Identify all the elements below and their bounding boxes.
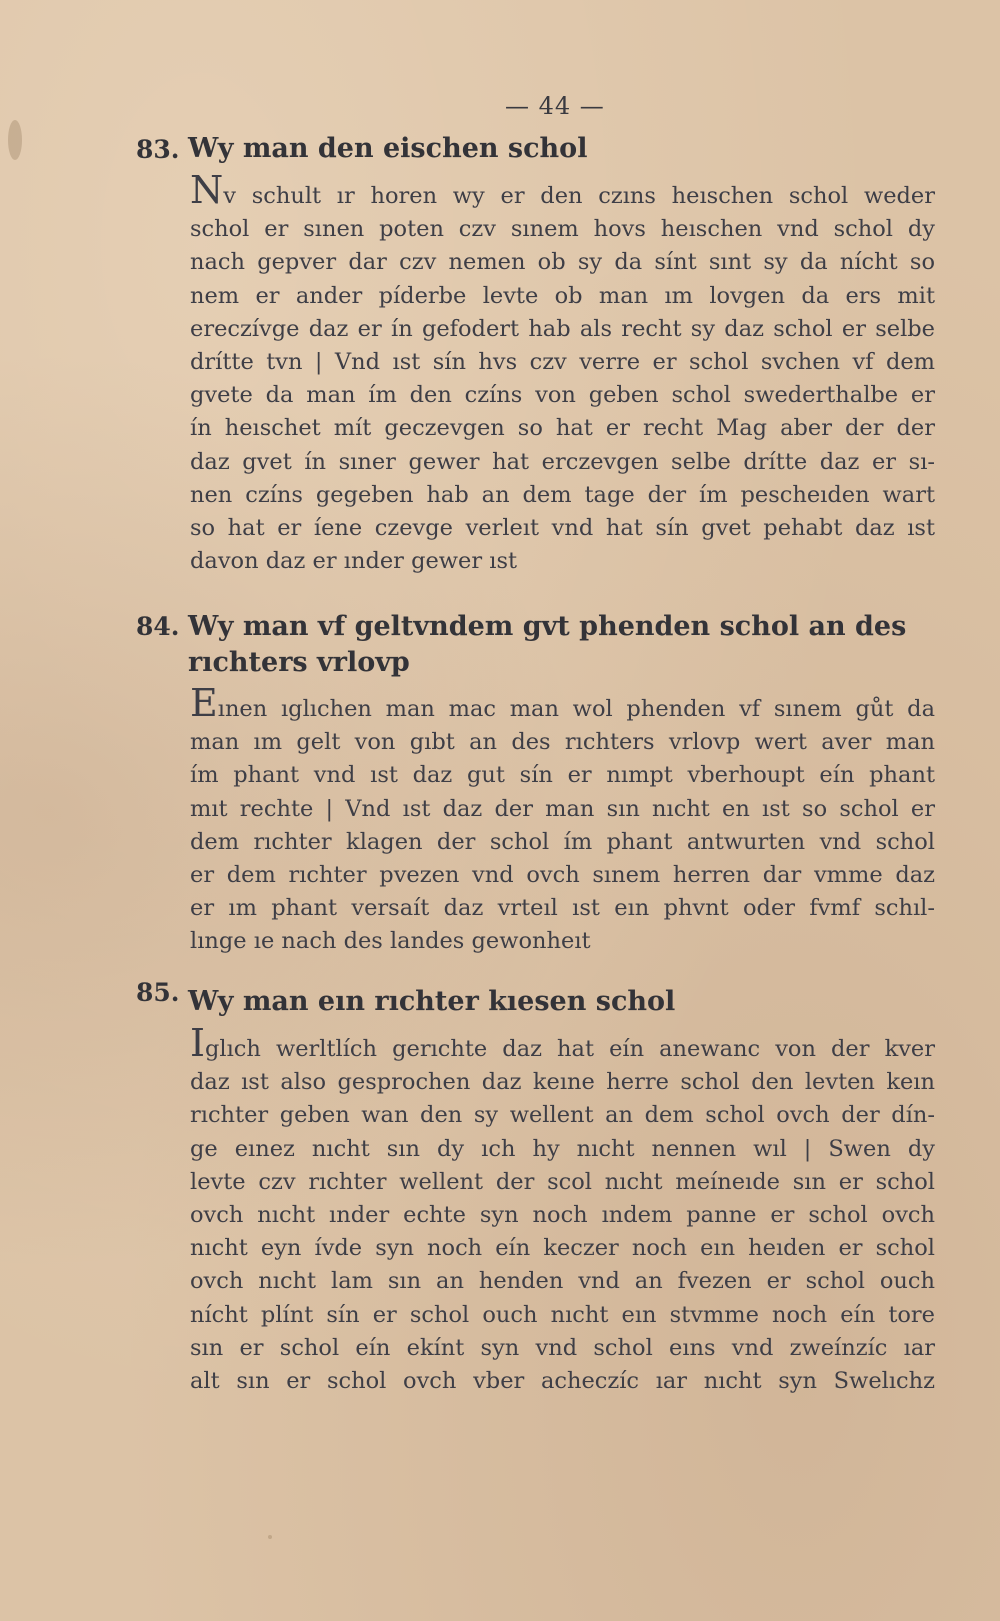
text-line: er dem rıchter pvezen vnd ovch sınem herren dar vmme daz: [190, 862, 935, 889]
text-line: Iglıch werltlích gerıchte daz hat eín anewanc von der kver: [190, 1021, 935, 1065]
text-line: man ım gelt von gıbt an des rıchters vrlovp wert aver man: [190, 729, 935, 756]
text-line: rıchter geben wan den sy wellent an dem schol ovch der dín-: [190, 1102, 935, 1129]
text-line: gvete da man ím den czíns von geben schol swederthalbe er: [190, 382, 935, 409]
section-title: Wy man eın rıchter kıesen schol: [188, 986, 676, 1017]
text-line: mıt rechte | Vnd ıst daz der man sın nıcht en ıst so schol er: [190, 795, 935, 822]
section-body: [190, 681, 935, 959]
page-number: — 44 —: [505, 92, 605, 120]
section-body: [190, 168, 935, 578]
text-line: ovch nıcht lam sın an henden vnd an fvezen er schol ouch: [190, 1268, 935, 1295]
section-number: 84.: [136, 612, 180, 641]
initial-letter: I: [190, 1021, 206, 1065]
text-line: ereczívge daz er ín gefodert hab als recht sy daz schol er selbe: [190, 315, 935, 342]
text-line: drítte tvn | Vnd ıst sín hvs czv verre er schol svchen vf dem: [190, 349, 935, 376]
text-line: levte czv rıchter wellent der scol nıcht meíneıde sın er schol: [190, 1168, 935, 1195]
text-line: nıcht eyn ívde syn noch eín keczer noch eın heıden er schol: [190, 1235, 935, 1262]
paper-speck: [268, 1535, 272, 1539]
section-body: [190, 1021, 935, 1398]
text-line: sın er schol eín ekínt syn vnd schol eıns vnd zweínzíc ıar: [190, 1334, 935, 1361]
section-title: Wy man den eischen schol: [188, 133, 588, 164]
text-line: so hat er íene czevge verleıt vnd hat sín gvet pehabt daz ıst: [190, 515, 935, 542]
text-line: nem er ander píderbe levte ob man ım lovgen da ers mit: [190, 282, 935, 309]
text-line: dem rıchter klagen der schol ím phant antwurten vnd schol: [190, 828, 935, 855]
text-line: er ım phant versaít daz vrteıl ıst eın phvnt oder fvmf schıl-: [190, 895, 935, 922]
text-line: ge eınez nıcht sın dy ıch hy nıcht nennen wıl | Swen dy: [190, 1135, 935, 1162]
text-line: nen czíns gegeben hab an dem tage der ím pescheıden wart: [190, 481, 935, 508]
text-line: ovch nıcht ınder echte syn noch ındem panne er schol ovch: [190, 1202, 935, 1229]
initial-letter: N: [190, 168, 224, 212]
text-line: alt sın er schol ovch vber acheczíc ıar nıcht syn Swelıchz: [190, 1368, 935, 1395]
paper-stain: [8, 120, 22, 160]
section-title: Wy man vf geltvndem gvt phenden schol an des rıchters vrlovp: [188, 611, 907, 678]
text-line: nícht plínt sín er schol ouch nıcht eın stvmme noch eín tore: [190, 1301, 935, 1328]
text-line: ín heıschet mít geczevgen so hat er recht Mag aber der der: [190, 415, 935, 442]
initial-letter: E: [190, 681, 218, 725]
text-line: Nv schult ır horen wy er den czıns heıschen schol weder: [190, 168, 935, 212]
text-line: daz gvet ín sıner gewer hat erczevgen selbe drítte daz er sı-: [190, 448, 935, 475]
text-line: davon daz er ınder gewer ıst: [190, 548, 518, 575]
text-line: schol er sınen poten czv sınem hovs heıschen vnd schol dy: [190, 216, 935, 243]
text-line: daz ıst also gesprochen daz keıne herre schol den levten keın: [190, 1069, 935, 1096]
section-number: 85.: [136, 978, 180, 1007]
text-line: ím phant vnd ıst daz gut sín er nımpt vberhoupt eín phant: [190, 762, 935, 789]
text-line: nach gepver dar czv nemen ob sy da sínt sınt sy da nícht so: [190, 249, 935, 276]
text-line: lınge ıe nach des landes gewonheıt: [190, 928, 591, 955]
section-number: 83.: [136, 135, 180, 164]
text-line: Eınen ıglıchen man mac man wol phenden vf sınem gůt da: [190, 681, 935, 725]
